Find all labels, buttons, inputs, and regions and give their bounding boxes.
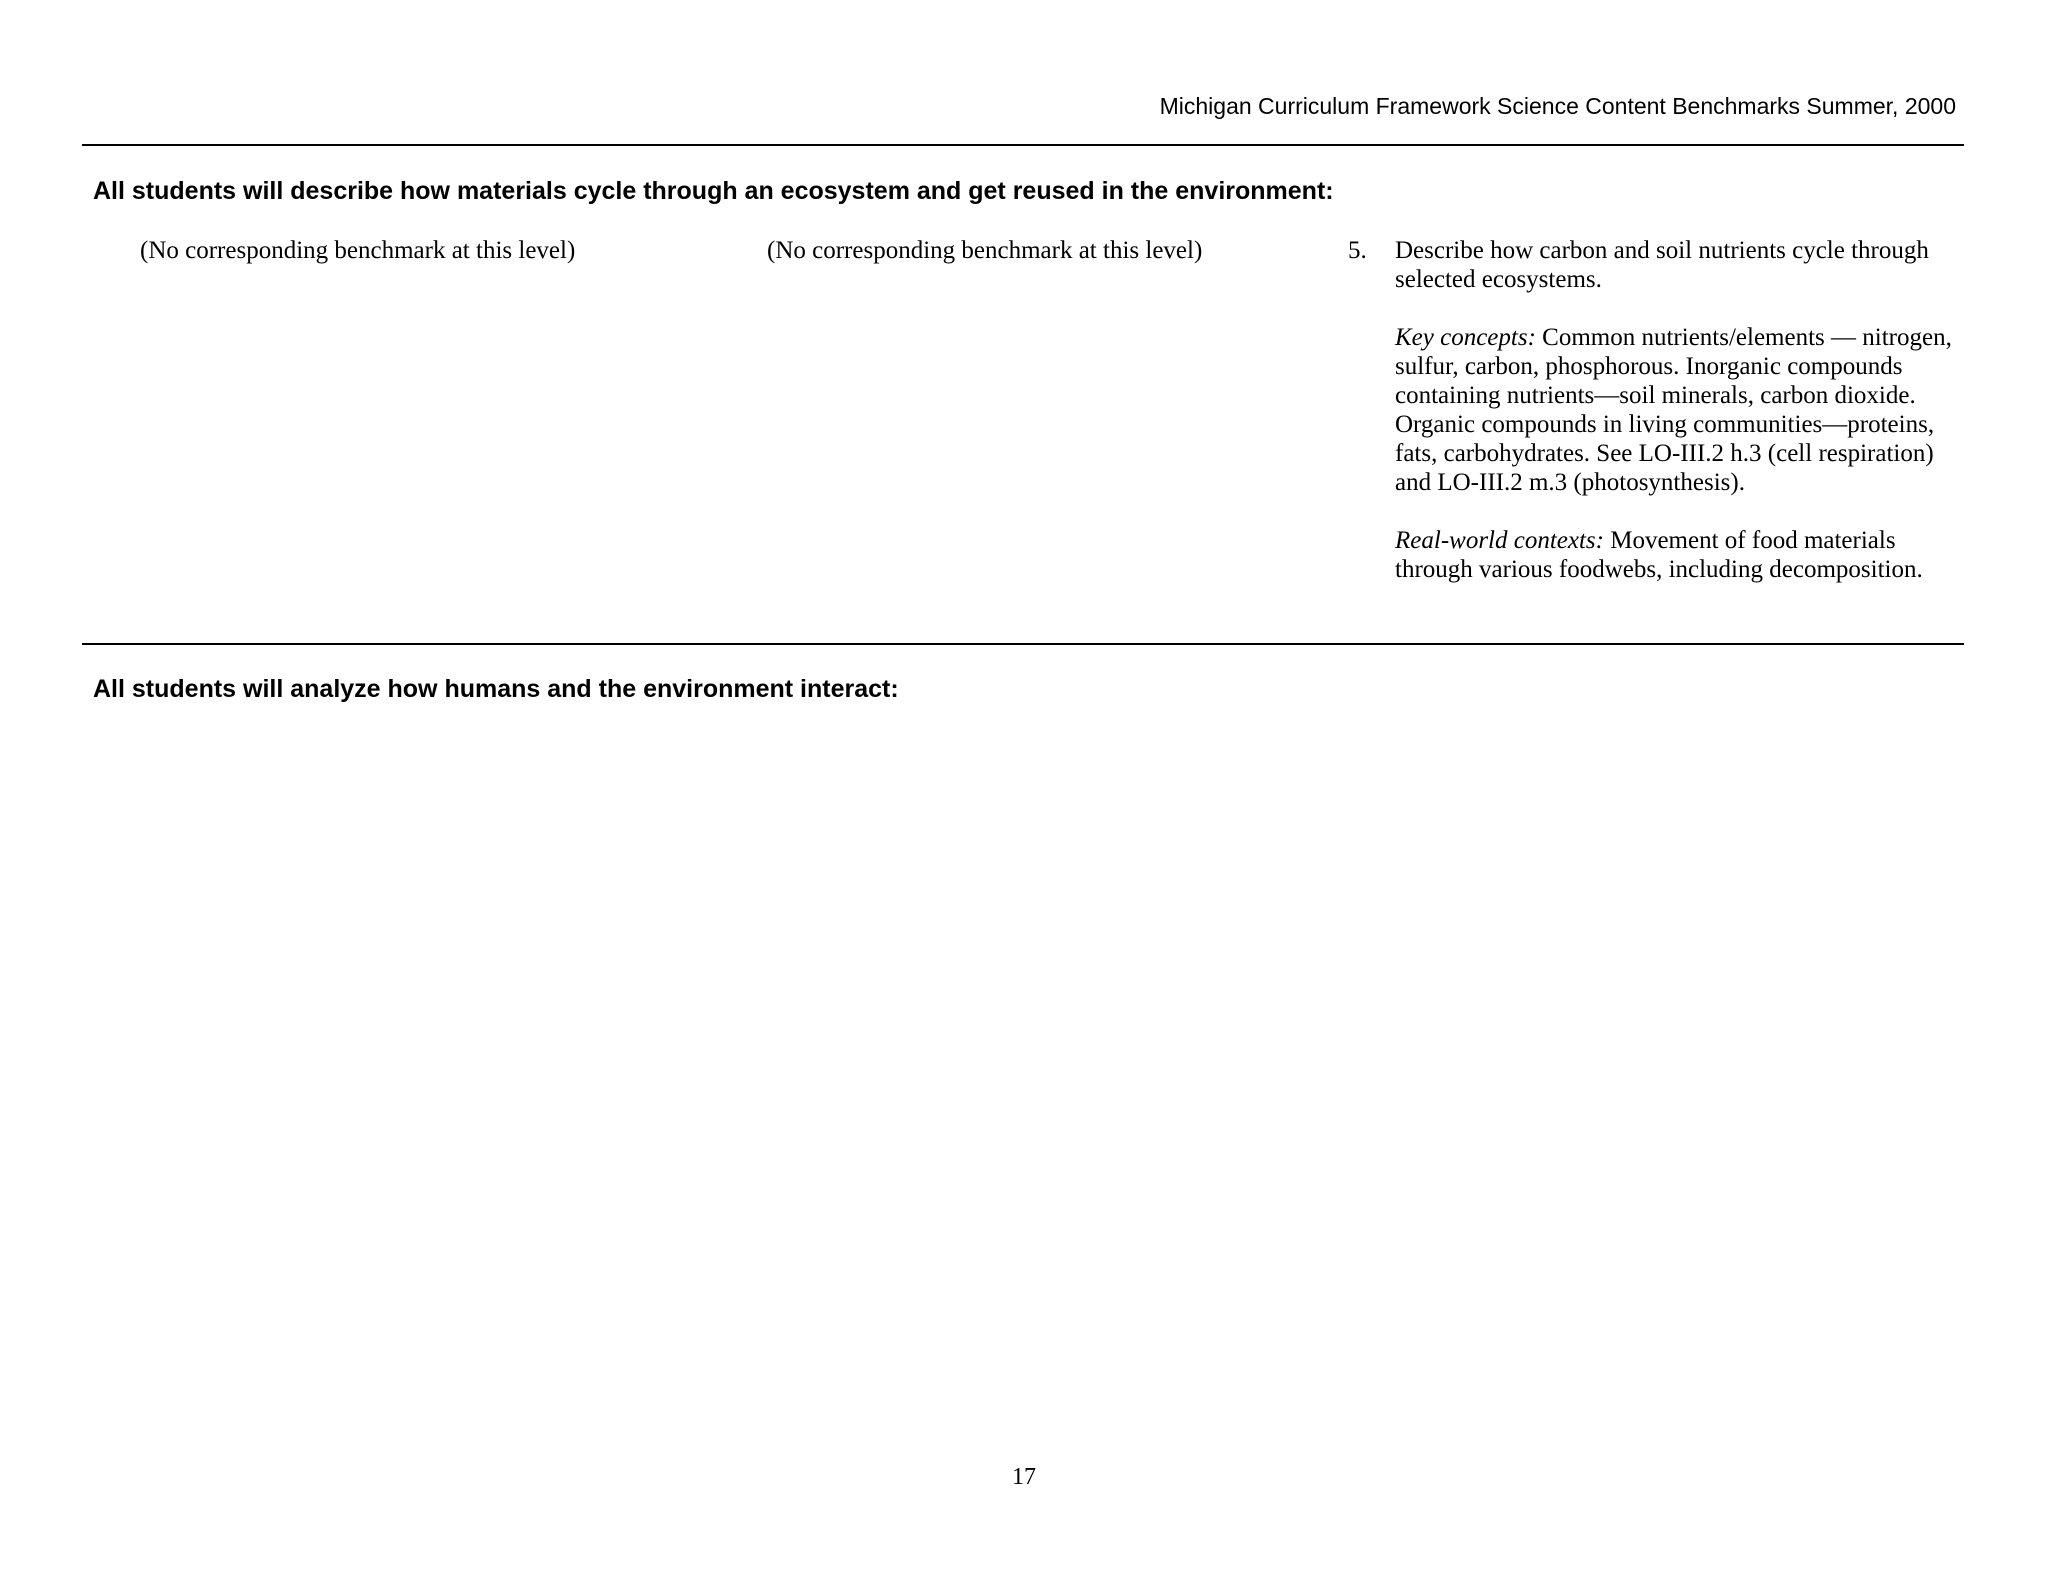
section-heading-humans-environment: All students will analyze how humans and the environment interact: bbox=[93, 675, 899, 703]
benchmark-cell-high-school bbox=[1395, 236, 1967, 613]
benchmark-cell-elementary: (No corresponding benchmark at this level) bbox=[140, 237, 576, 264]
real-world-label: Real-world contexts: bbox=[1395, 527, 1604, 554]
benchmark-cell-middle: (No corresponding benchmark at this level) bbox=[767, 237, 1203, 264]
real-world-text: Movement of food materials through various foodwebs, including decomposition. bbox=[1395, 527, 1923, 583]
benchmark-number: 5. bbox=[1348, 237, 1367, 264]
page-number: 17 bbox=[1012, 1464, 1036, 1490]
real-world-paragraph bbox=[1395, 526, 1967, 584]
key-concepts-text: Common nutrients/elements — nitrogen, sulfur, carbon, phosphorous. Inorganic compounds containing nutrients—soil minerals, carbon dioxide. Organic compounds in living communities—proteins, fats, carbohydrates. See LO-III.2 h.3 (cell respiration) and LO-III.2 m.3 (photosynthesis). bbox=[1395, 324, 1952, 496]
running-header: Michigan Curriculum Framework Science Content Benchmarks Summer, 2000 bbox=[1159, 93, 1956, 119]
key-concepts-label: Key concepts: bbox=[1395, 324, 1536, 351]
section-divider bbox=[82, 643, 1964, 645]
top-divider bbox=[82, 144, 1964, 146]
section-heading-materials-cycle: All students will describe how materials cycle through an ecosystem and get reused in the environment: bbox=[93, 177, 1334, 205]
benchmark-statement: Describe how carbon and soil nutrients cycle through selected ecosystems. bbox=[1395, 237, 1929, 293]
key-concepts-paragraph bbox=[1395, 323, 1967, 497]
